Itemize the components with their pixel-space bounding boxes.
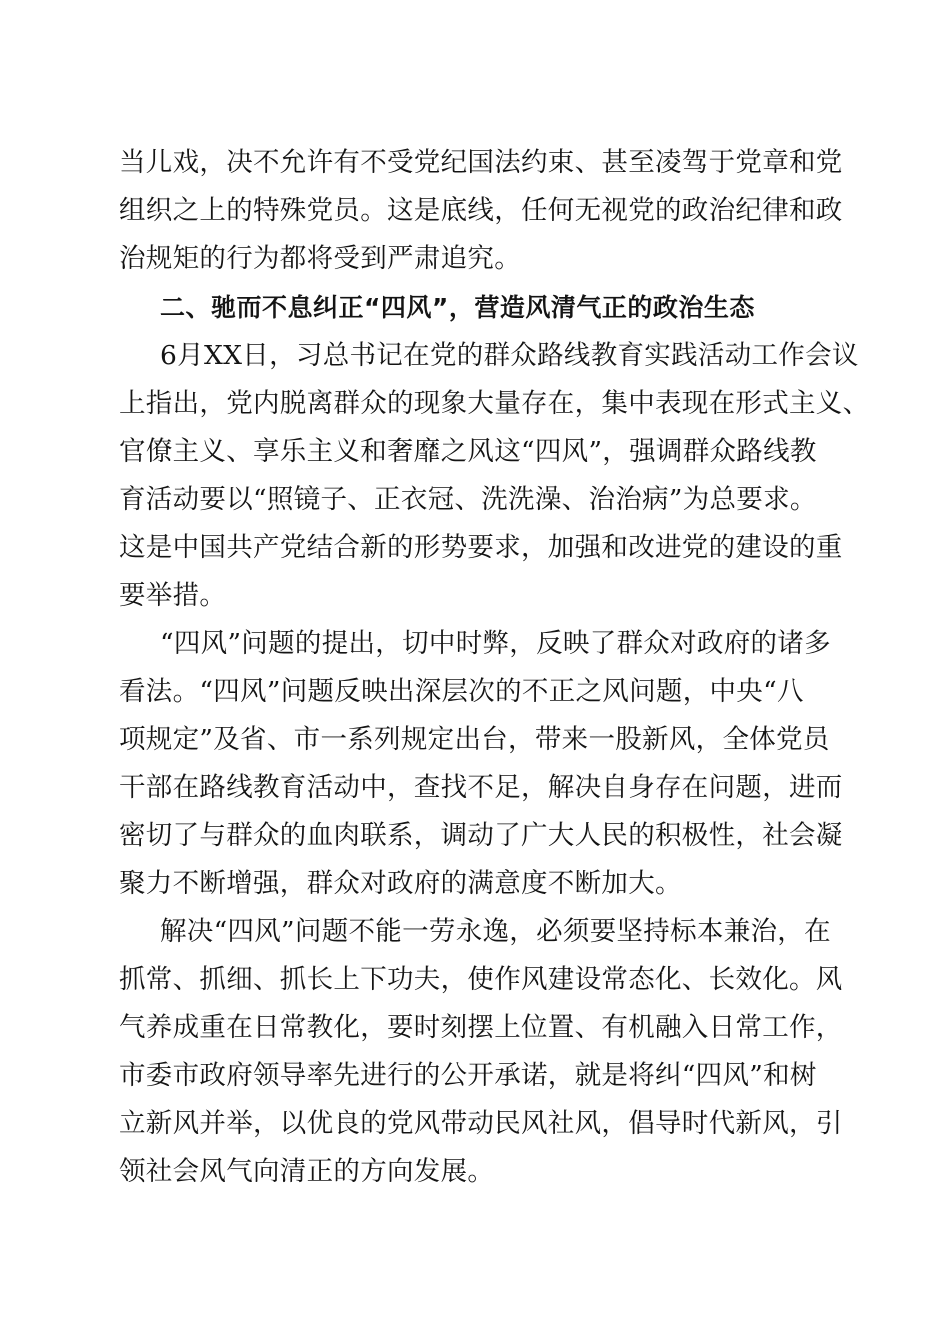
body-text-line: 育活动要以“照镜子、正衣冠、洗洗澡、治治病”为总要求。 (119, 484, 817, 515)
body-text-line: 抓常、抓细、抓长上下功夫，使作风建设常态化、长效化。风 (119, 964, 843, 995)
body-text-line: 气养成重在日常教化，要时刻摆上位置、有机融入日常工作， (119, 1012, 843, 1043)
body-text-line: 聚力不断增强，群众对政府的满意度不断加大。 (119, 868, 682, 899)
body-text-line: 组织之上的特殊党员。这是底线，任何无视党的政治纪律和政 (119, 195, 843, 226)
body-text-line: “四风”问题的提出，切中时弊，反映了群众对政府的诸多 (160, 628, 831, 659)
body-text-line: 这是中国共产党结合新的形势要求，加强和改进党的建设的重 (119, 532, 843, 563)
body-text-line: 密切了与群众的血肉联系，调动了广大人民的积极性，社会凝 (119, 820, 843, 851)
body-text-line: 上指出，党内脱离群众的现象大量存在，集中表现在形式主义、 (119, 388, 870, 419)
body-text-line: 要举措。 (119, 580, 227, 611)
body-text-line: 领社会风气向清正的方向发展。 (119, 1156, 495, 1187)
body-text-line: 解决“四风”问题不能一劳永逸，必须要坚持标本兼治，在 (160, 916, 831, 947)
body-text-line: 干部在路线教育活动中，查找不足，解决自身存在问题，进而 (119, 772, 843, 803)
body-text-line: 官僚主义、享乐主义和奢靡之风这“四风”，强调群众路线教 (119, 436, 817, 467)
body-text-line: 立新风并举，以优良的党风带动民风社风，倡导时代新风，引 (119, 1108, 843, 1139)
body-text-line: 市委市政府领导率先进行的公开承诺，就是将纠“四风”和树 (119, 1060, 817, 1091)
body-text-line: 当儿戏，决不允许有不受党纪国法约束、甚至凌驾于党章和党 (119, 147, 843, 178)
body-text-line: 治规矩的行为都将受到严肃追究。 (119, 243, 521, 274)
body-text-line: 项规定”及省、市一系列规定出台，带来一股新风，全体党员 (119, 724, 830, 755)
body-text-line: 6月XX日，习总书记在党的群众路线教育实践活动工作会议 (160, 340, 859, 371)
section-heading: 二、驰而不息纠正“四风”，营造风清气正的政治生态 (160, 293, 755, 322)
body-text-line: 看法。“四风”问题反映出深层次的不正之风问题，中央“八 (119, 676, 804, 707)
